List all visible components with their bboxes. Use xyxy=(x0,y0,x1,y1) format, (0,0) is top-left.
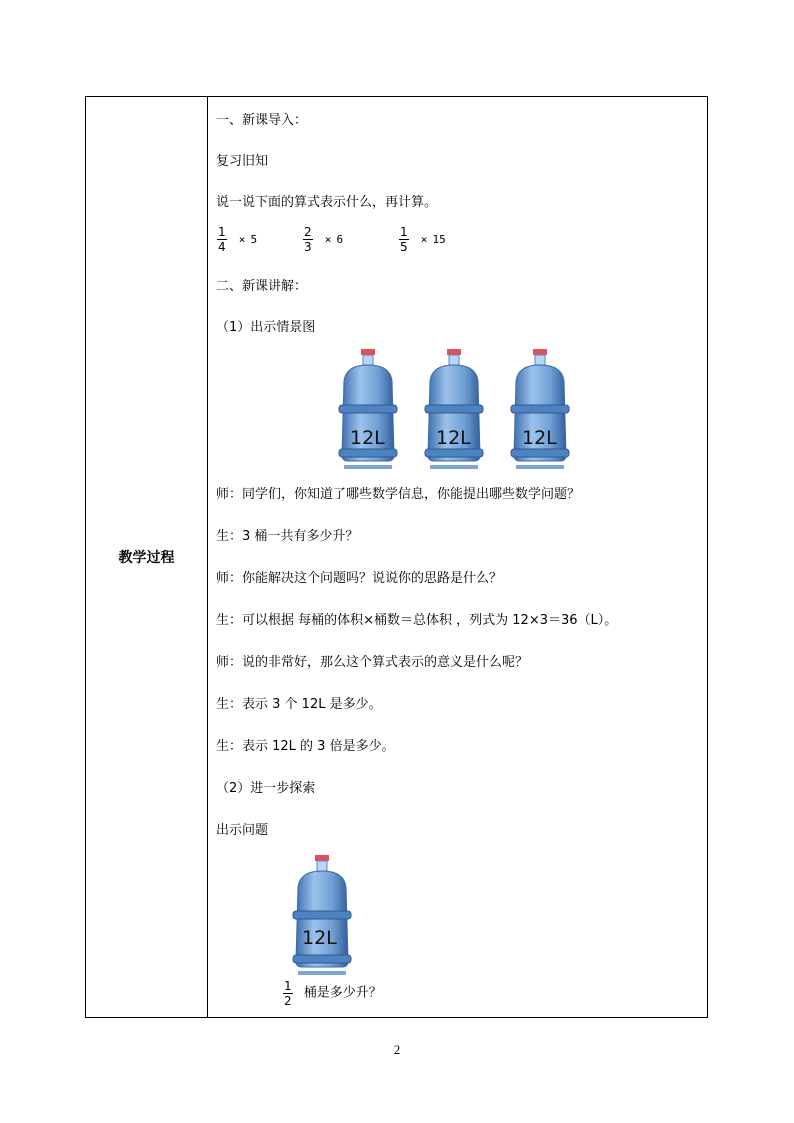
step2-label: （2）进一步探索 xyxy=(216,781,316,796)
content-cell xyxy=(216,97,699,1017)
fraction: $\frac{2}{3}$ xyxy=(304,225,312,254)
fraction: $\frac{1}{2}$ xyxy=(284,979,292,1008)
expression-2: $\frac{2}{3}$ × 6 xyxy=(304,225,344,254)
question-line xyxy=(282,979,382,1015)
bottle-volume-label: 12L xyxy=(522,427,557,449)
fraction: $\frac{1}{4}$ xyxy=(218,225,226,254)
dialog-line: 师：说的非常好，那么这个算式表示的意义是什么呢？ xyxy=(216,655,529,670)
page-number: 2 xyxy=(393,1042,401,1057)
dialog-line: 生：表示 12L 的 3 倍是多少。 xyxy=(216,739,395,754)
bottle-volume-label: 12L xyxy=(302,927,337,949)
bottle-labels xyxy=(334,427,594,457)
column-divider xyxy=(207,97,208,1017)
step1-label: （1）出示情景图 xyxy=(216,320,316,335)
water-bottle-image xyxy=(288,855,356,977)
question-text: 桶是多少升？ xyxy=(303,985,382,1001)
instruction-text: 说一说下面的算式表示什么，再计算。 xyxy=(216,195,438,210)
new-lesson-heading: 二、新课讲解： xyxy=(216,279,308,294)
bottle-volume-label: 12L xyxy=(436,427,471,449)
dialog-line: 生：可以根据 每桶的体积×桶数＝总体积 ，列式为 12×3＝36（L）。 xyxy=(216,613,618,628)
show-question-label: 出示问题 xyxy=(216,823,269,838)
expression-3: $\frac{1}{5}$ × 15 xyxy=(400,225,446,254)
expression-1: $\frac{1}{4}$ × 5 xyxy=(218,225,258,254)
bottle-volume-label: 12L xyxy=(350,427,385,449)
dialog-line: 生：表示 3 个 12L 是多少。 xyxy=(216,697,382,712)
dialog-line: 师：同学们，你知道了哪些数学信息，你能提出哪些数学问题？ xyxy=(216,487,581,502)
intro-heading: 一、新课导入： xyxy=(216,113,308,128)
row-label: 教学过程 xyxy=(118,550,175,566)
lesson-table xyxy=(85,96,708,1018)
dialog-line: 师：你能解决这个问题吗？说说你的思路是什么？ xyxy=(216,571,503,586)
dialog-line: 生：3 桶一共有多少升？ xyxy=(216,529,359,544)
fraction: $\frac{1}{5}$ xyxy=(400,225,408,254)
review-label: 复习旧知 xyxy=(216,154,269,169)
